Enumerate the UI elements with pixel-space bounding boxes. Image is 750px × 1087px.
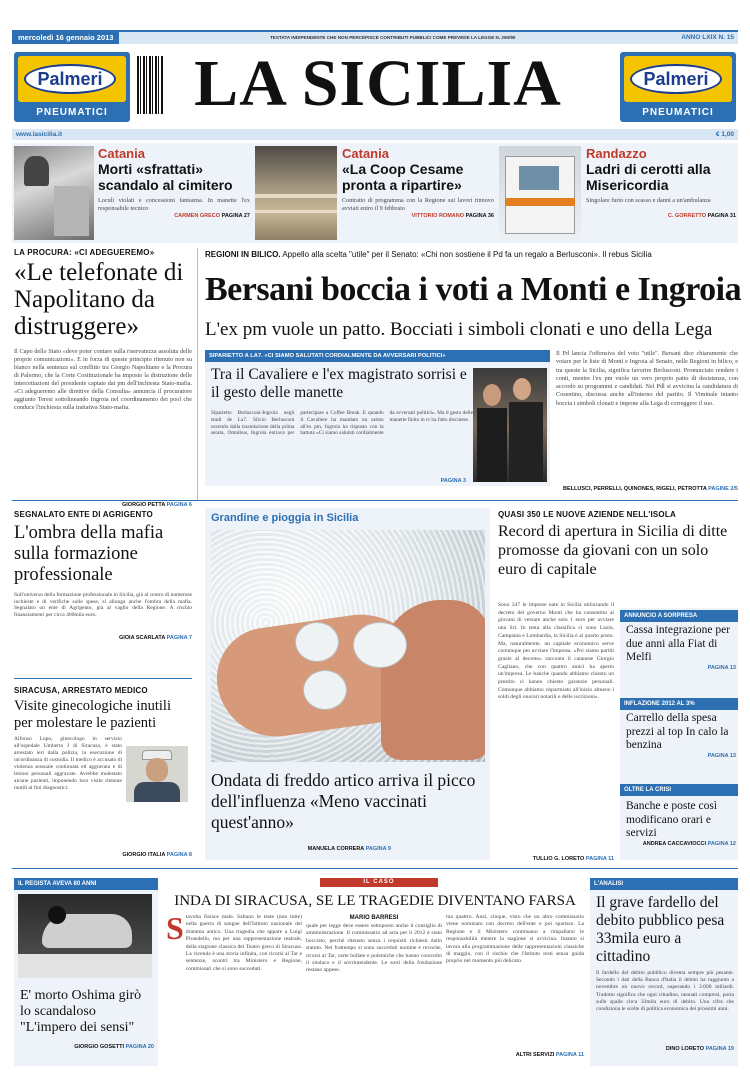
editorial-col-1 (166, 910, 302, 1064)
doctor-author: GIORGIO ITALIA (122, 852, 166, 858)
weather-photo-hail (211, 530, 485, 762)
teaser-author: CARMEN GRECO (174, 213, 221, 219)
left-lead[interactable] (14, 248, 192, 508)
teaser-title: Ladri di cerotti alla Misericordia (586, 161, 711, 193)
analysis-author: DINO LORETO (665, 1046, 705, 1052)
main-right-text: Il Pd lancia l'offensiva del voto "utile". Bersani dice chiaramente che votare per le liste di Monti e Ingroia al Senato, nelle Regioni in bilico, e tra queste la Sicilia, significa favorire Berlusconi. Pronunciato rendere i conti, mentre l'ex pm vuole un vero proprio patto di desistenza, con accordo su programmi e candidati. Nel Pdl si avvicina la candidatura di Cosentino, discussa anche all'interno del partito. Il Viminale intanto boccia i simboli clonati e impone alla Lega di correggere il suo. (556, 350, 738, 407)
doctor-text: Alfonso Lupo, ginecologo in servizio all'ospedale Umberto I di Siracusa, è stato arrestato ieri dalla polizia, in esecuzione di un'ordinanza di custodia. Il medico è accusato di violenza sessuale continuata ed aggravata e di lesioni personali aggravate. Avrebbe molestato alcune pazienti, imponendo loro visite ritenute inutili ai fini diagnostici. (14, 736, 122, 791)
side-tag-3: OLTRE LA CRISI (620, 784, 738, 796)
editorial-text-1: tavolta finisce male. Saltano le teste (non tutte) nella guerra di sangue dell'Istituto nazionale del dramma antico. Una tragedia che appare a Luigi Pirandello, ma per una rappresentazione teatrale, della stagione classica del Teatro greco di Siracusa. La vicenda è una storia infinita, con ricorsi al Tar e sentenze, scontri tra Ministero e Regione, commissari che si sono succeduti. (185, 914, 302, 972)
oshima-page: PAGINA 20 (125, 1044, 154, 1050)
analysis-title: Il grave fardello del debito pubblico pesa 33mila euro a cittadino (596, 894, 725, 965)
teaser-photo-ambulance (499, 146, 581, 240)
analysis-page: PAGINA 19 (705, 1046, 734, 1052)
teaser-text: Singolare furto con scasso e danni a un'ambulanza (586, 197, 711, 204)
column-divider (197, 248, 198, 500)
teaser-city: Catania (98, 146, 145, 161)
teaser-city: Randazzo (586, 146, 647, 161)
teaser-page: PAGINA 27 (221, 213, 250, 219)
weather-page: PAGINA 9 (365, 846, 391, 852)
left-lead-author: GIORGIO PETTA (122, 502, 166, 508)
mafia-title: L'ombra della mafia sulla formazione professionale (14, 523, 164, 585)
divider-h2 (12, 868, 738, 869)
side-item-2[interactable] (626, 712, 736, 759)
price: € 1,00 (715, 131, 734, 138)
side-title-1: Cassa integrazione per due anni alla Fiat di Melfi (626, 624, 731, 663)
side-tag-1: ANNUNCIO A SORPRESA (620, 610, 738, 622)
teaser-title: Morti «sfrattati» scandalo al cimitero (98, 161, 233, 193)
left-lead-page: PAGINA 6 (166, 502, 192, 508)
mafia-page: PAGINA 7 (166, 635, 192, 641)
editorial-title[interactable]: INDA DI SIRACUSA, SE LE TRAGEDIE DIVENTANO FARSA (174, 893, 576, 909)
teaser-page: PAGINA 31 (707, 213, 736, 219)
oshima-title: E' morto Oshima girò lo scandaloso "L'impero dei sensi" (20, 988, 142, 1035)
main-authors: BELLUSCI, PERRELLI, QUINONES, RIGELI, PETROTTA (562, 486, 707, 492)
tagline: TESTATA INDIPENDENTE CHE NON PERCEPISCE CONTRIBUTI PUBBLICI COME PREVEDE LA LEGGE N. 250/90 (270, 35, 516, 40)
weather-title: Ondata di freddo artico arriva il picco dell'influenza «Meno vaccinati quest'anno» (211, 770, 476, 832)
weather-tag: Grandine e pioggia in Sicilia (211, 512, 359, 524)
main-box-page: PAGINA 3 (440, 478, 466, 484)
business-title: Record di apertura in Sicilia di ditte promosse da giovani con un solo euro di capitale (498, 523, 728, 578)
mafia-kicker: SEGNALATO ENTE DI AGRIGENTO (14, 510, 153, 519)
main-box-tag: SIPARIETTO A LA7. «CI SIAMO SALUTATI CORDIALMENTE DA AVVERSARI POLITICI» (205, 350, 550, 362)
mafia-author: GIOIA SCARLATA (118, 635, 166, 641)
doctor-kicker: SIRACUSA, ARRESTATO MEDICO (14, 686, 148, 695)
editorial-text-2: quale per legge deve essere sottoposto anche il consiglio di amministrazione. Il commissario ad acta per il 2012 è stato bocciato, perché ritenuto senza i requisiti richiesti dallo statuto. Nel frattempo si sono succeduti nomine e revoche, ricorsi al Tar, carte bollate e polemiche che hanno coinvolto il sindaco e il sovrintendente. Le sorti della fondazione restano appese. (306, 923, 442, 974)
ad-palmeri-left[interactable] (14, 52, 130, 122)
ad-sub: PNEUMATICI (642, 107, 714, 118)
main-box-title: Tra il Cavaliere e l'ex magistrato sorrisi e il gesto delle manette (211, 366, 467, 401)
top-bar (12, 30, 738, 44)
left-lead-kicker: LA PROCURA: «CI ADEGUEREMO» (14, 248, 155, 257)
issue-date: mercoledì 16 gennaio 2013 (12, 32, 119, 44)
editorial-tag: IL CASO (320, 878, 438, 887)
main-subtitle: L'ex pm vuole un patto. Bocciati i simboli clonati e uno della Lega (205, 319, 713, 340)
business-kicker: QUASI 350 LE NUOVE AZIENDE NELL'ISOLA (498, 510, 676, 519)
divider-h1 (12, 500, 738, 501)
side-tag-2: INFLAZIONE 2012 AL 3% (620, 698, 738, 710)
left-lead-text: Il Capo dello Stato «deve poter contare sulla riservatezza assoluta delle proprie comunicazioni». E in forza di queste principio ritenuto non su bianco nella sentenza sul conflitto tra Giorgio Napolitano e la Procura di Palermo, che la Corte Costituzionale ha imposto la distruzione delle intercettazioni del presidente captate dai pm dell'inchiesta Stato-mafia. «Ci adegueremo alle direttive della Consulta» annuncia il procuratore aggiunto Teresi sottolineando Ingroia nel coordinamento dei pool che conduce l'inchiesta sulla trattativa Stato-mafia. (14, 348, 192, 411)
doctor-photo (126, 746, 188, 802)
editorial-col-2 (306, 914, 442, 1063)
editorial-dropcap: S (166, 910, 184, 946)
teaser-author: VITTORIO ROMANO (411, 213, 465, 219)
main-box[interactable] (205, 362, 550, 486)
analysis-text: Il fardello del debito pubblico diventa sempre più pesante. Secondo i dati della Banca d'Italia il debito ha raggiunto a novembre un nuovo record, superando i 2.000 miliardi. Tradotto significa che ogni cittadino, neonati compresi, porta sulle spalle circa 33mila euro di debito. Una cifra che condiziona le scelte di politica economica dei prossimi anni. (596, 970, 734, 1013)
mafia-text: Sull'universo della formazione professionale in Sicilia, già al centro di numerose inchieste e di verifiche sulle spese, si allunga anche l'ombra della mafia. Segnalato un ente di Agrigento, già al vaglio della Regione. A rischio finanziamenti per circa 400mila euro. (14, 592, 192, 618)
oshima-kicker: IL REGISTA AVEVA 80 ANNI (14, 878, 158, 890)
ad-brand: Palmeri (24, 64, 116, 94)
masthead[interactable]: LA SICILIA (194, 47, 562, 120)
sub-bar (12, 129, 738, 140)
business-text: Sono 347 le imprese nate in Sicilia utilizzando il decreto del governo Monti che ha consentito ai giovani di versare anche solo 1 euro per avviare una Srl. In testa alla classifica ci sono Lazio, Campania e Lombardia, la Sicilia è al quarto posto. Ma, naturalmente, un capitale economico serve comunque per avviare l'impresa. «Poi siamo partiti grazie al decreto» racconta il catanese Giorgio Cagliano, che con quattro amici ha aperto un'impresa. Le banche quando abbiamo chiesto un prestito ci hanno chiesto garanzie personali. Comunque abbiamo risparmiato all'inizio almeno i soldi degli onorari notarili e delle iscrizioni». (498, 602, 614, 701)
teaser-text: Contratto di programma con la Regione sui lavori rinnovo avviati entro il 9 febbraio (342, 197, 494, 212)
ad-sub: PNEUMATICI (36, 107, 108, 118)
side-title-2: Carrello della spesa prezzi al top In calo la benzina (626, 712, 729, 751)
side-item-1[interactable] (626, 624, 736, 671)
main-kicker-text: Appello alla scelta "utile" per il Senato: «Chi non sostiene il Pd fa un regalo a Berlusconi». Il rebus Sicilia (282, 250, 652, 259)
main-kicker: REGIONI IN BILICO. (205, 250, 281, 259)
teaser-1[interactable] (98, 146, 250, 219)
weather-author: MANUELA CORRERA (307, 846, 365, 852)
teaser-2[interactable] (342, 146, 494, 219)
business-page: PAGINA 11 (585, 856, 614, 862)
editorial-page: PAGINA 11 (555, 1052, 584, 1058)
divider-left-mid (14, 678, 192, 679)
ad-brand: Palmeri (630, 64, 722, 94)
editorial-author-2: ALTRI SERVIZI (515, 1052, 555, 1058)
oshima-author: GIORGIO GOSETTI (74, 1044, 125, 1050)
main-kicker-line (205, 250, 739, 260)
main-headline[interactable]: Bersani boccia i voti a Monti e Ingroia (205, 271, 742, 308)
editorial-text-3: ma quattro. Anzi, cinque, visto che un altro commissario viene nominato con decreto dell'ente e poi sparisce. La Regione e il Ministero continuano a rimpallarsi le responsabilità mentre la stagione si avvicina. Intanto si lavora alla programmazione delle rappresentazioni classiche di maggio, con il rischio che l'Istituto resti senza guida proprio nel momento più delicato. (446, 914, 584, 965)
main-page: PAGINE 2/5 (708, 486, 738, 492)
editorial-author: MARIO BARRESI (349, 915, 399, 921)
side-page-2: PAGINA 13 (707, 752, 736, 759)
teaser-text: Loculi violati e concessioni fantasma. In manette l'ex responsabile tecnico (98, 197, 250, 212)
side-page-1: PAGINA 13 (707, 664, 736, 671)
teaser-3[interactable] (586, 146, 736, 219)
doctor-page: PAGINA 8 (166, 852, 192, 858)
ad-palmeri-right[interactable] (620, 52, 736, 122)
barcode (137, 56, 163, 114)
side-author-3: ANDREA CACCAVIOCCI (642, 840, 707, 847)
business-author: TULLIO G. LORETO (532, 856, 585, 862)
analysis-tag: L'ANALISI (590, 878, 738, 890)
editorial-col-3 (446, 914, 584, 1058)
issue-number: ANNO LXIX N. 15 (681, 34, 734, 41)
teaser-photo-cemetery (14, 146, 94, 240)
website-link[interactable]: www.lasicilia.it (16, 131, 62, 138)
business-article[interactable] (498, 510, 738, 579)
oshima-photo (18, 894, 152, 978)
main-box-photo (473, 368, 547, 482)
side-title-3: Banche e poste così modificano orari e servizi (626, 800, 718, 839)
side-page-3: PAGINA 12 (707, 840, 736, 847)
side-item-3[interactable] (626, 800, 736, 847)
teaser-city: Catania (342, 146, 389, 161)
left-lead-title: «Le telefonate di Napolitano da distruggere» (14, 259, 184, 340)
doctor-title: Visite ginecologiche inutili per molestare le pazienti (14, 698, 171, 731)
mafia-article[interactable] (14, 510, 192, 641)
teaser-photo-factory (255, 146, 337, 240)
teaser-author: C. GORRETTO (667, 213, 707, 219)
teaser-title: «La Coop Cesame pronta a ripartire» (342, 161, 464, 193)
main-box-text: Siparietto Berlusconi-Ingroia negli studi de La7. Silvio Berlusconi uscendo dalla trasmissione della prima serata, Omnibus, Ingroia entrava per partecipare a Coffee Break. E quando il Cavaliere ha mandato un saluto all'ex pm, Ingroia ha risposto con la battuta «Ci siamo salutati cordialmente da avversari politici». Ma il gesto delle manette finito in tv ha fatto discutere. (211, 410, 473, 437)
teaser-page: PAGINA 36 (465, 213, 494, 219)
